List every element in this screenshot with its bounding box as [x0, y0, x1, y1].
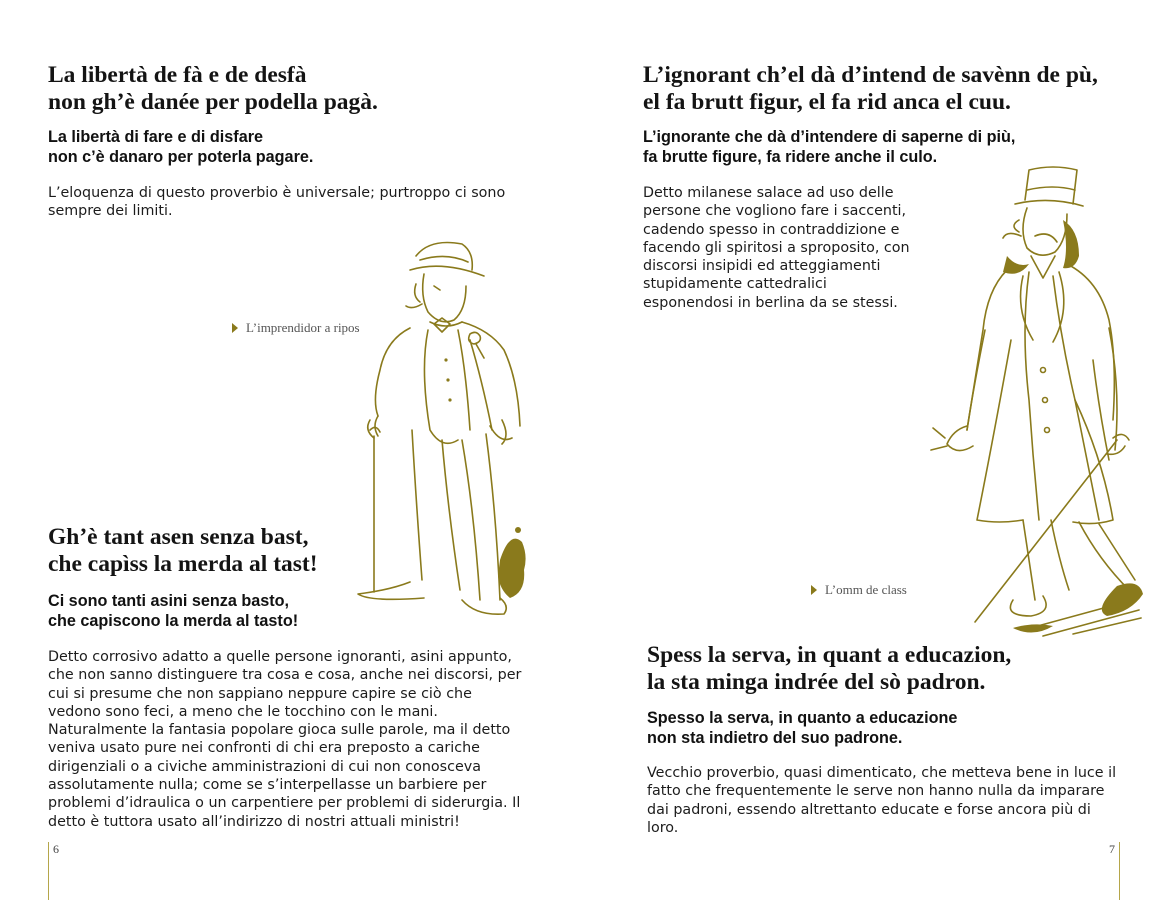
commentary-line: cadendo spesso in contraddizione e: [643, 221, 900, 238]
top-hat-gentleman-illustration: [903, 160, 1143, 650]
illustration-caption: [232, 320, 360, 336]
proverb-2-dialect: [48, 524, 318, 578]
proverb-4-commentary: [647, 764, 1116, 837]
commentary-line: dirigenziali o a civiche amministrazioni di cui non conosceva: [48, 758, 481, 775]
caption-text: L’imprendidor a ripos: [246, 320, 360, 335]
proverb-3-italian-line-1: L’ignorante che dà d’intendere di saperne di più,: [643, 128, 1016, 146]
commentary-line: sempre dei limiti.: [48, 203, 173, 220]
commentary-line: dai padroni, essendo altrettanto educate e forse ancora più di: [647, 801, 1091, 818]
commentary-line: vedono sono feci, a meno che le tocchino con le mani.: [48, 703, 438, 720]
proverb-3-italian-line-2: fa brutte figure, fa ridere anche il culo.: [643, 147, 938, 166]
commentary-line: esponendosi in berlina da se stessi.: [643, 294, 898, 311]
commentary-line: Vecchio proverbio, quasi dimenticato, che metteva bene in luce il: [647, 765, 1117, 781]
proverb-2-dialect-line-2: che capìss la merda al tast!: [48, 551, 318, 577]
proverb-1-italian-line-2: non c’è danaro per poterla pagare.: [48, 147, 314, 166]
commentary-line: assolutamente nulla; come se s’interpellasse un barbiere per: [48, 777, 487, 794]
commentary-line: loro.: [647, 819, 679, 836]
proverb-4-dialect-line-1: Spess la serva, in quant a educazion,: [647, 642, 1012, 668]
proverb-2-italian-line-1: Ci sono tanti asini senza basto,: [48, 592, 290, 610]
proverb-1-italian-line-1: La libertà di fare e di disfare: [48, 128, 264, 146]
proverb-2-commentary: [48, 648, 521, 831]
commentary-line: veniva usato pure nei confronti di chi era preposto a cariche: [48, 740, 480, 757]
proverb-1-dialect-line-2: non gh’è danée per podella pagà.: [48, 89, 378, 115]
proverb-4-dialect-line-2: la sta minga indrée del sò padron.: [647, 669, 986, 695]
caption-text: L’omm de class: [825, 582, 907, 597]
commentary-line: facendo gli spiritosi a sproposito, con: [643, 239, 910, 256]
page-number-right: 7: [1109, 842, 1115, 856]
proverb-1-dialect: [48, 62, 378, 116]
proverb-4-italian-line-2: non sta indietro del suo padrone.: [647, 728, 903, 747]
proverb-2-italian: [48, 592, 298, 631]
caption-marker-icon: [811, 585, 817, 595]
commentary-line: Detto corrosivo adatto a quelle persone ignoranti, asini appunto,: [48, 649, 512, 665]
commentary-line: problemi d’idraulica o un carpentiere per problemi di siderurgia. Il: [48, 795, 521, 812]
proverb-4-italian-line-1: Spesso la serva, in quanto a educazione: [647, 709, 958, 727]
proverb-4-dialect: [647, 642, 1011, 696]
proverb-2-italian-line-2: che capiscono la merda al tasto!: [48, 611, 299, 630]
proverb-2-dialect-line-1: Gh’è tant asen senza bast,: [48, 524, 309, 550]
proverb-1-dialect-line-1: La libertà de fà e de desfà: [48, 62, 307, 88]
proverb-4-italian: [647, 709, 957, 748]
commentary-line: discorsi insipidi ed atteggiamenti: [643, 258, 881, 275]
margin-rule-right: [1119, 842, 1120, 900]
commentary-line: fatto che frequentemente le serve non hanno nulla da imparare: [647, 783, 1105, 800]
proverb-3-dialect: [643, 62, 1098, 116]
illustration-caption-right: [811, 582, 907, 598]
commentary-line: stupidamente cattedralici: [643, 276, 827, 293]
proverb-3-dialect-line-2: el fa brutt figur, el fa rid anca el cuu.: [643, 89, 1011, 115]
proverb-1-italian: [48, 128, 313, 167]
caption-marker-icon: [232, 323, 238, 333]
commentary-line: Detto milanese salace ad uso delle: [643, 185, 894, 201]
margin-rule: [48, 842, 49, 900]
commentary-line: cui si presume che non sappiano neppure capire se ciò che: [48, 685, 472, 702]
commentary-line: Naturalmente la fantasia popolare gioca sulle parole, ma il detto: [48, 722, 511, 739]
commentary-line: L’eloquenza di questo proverbio è universale; purtroppo ci sono: [48, 185, 506, 201]
right-page: [583, 0, 1166, 900]
commentary-line: che non sanno distinguere tra cosa e cosa, anche nei discorsi, per: [48, 667, 522, 684]
proverb-3-commentary: [643, 184, 910, 312]
commentary-line: detto è tuttora usato all’indirizzo di nostri attuali ministri!: [48, 813, 460, 830]
page-number: 6: [53, 842, 59, 856]
gentleman-with-cane-illustration: [350, 230, 530, 625]
proverb-1-commentary: [48, 184, 505, 221]
proverb-3-dialect-line-1: L’ignorant ch’el dà d’intend de savènn de pù,: [643, 62, 1098, 88]
commentary-line: persone che vogliono fare i saccenti,: [643, 203, 907, 220]
